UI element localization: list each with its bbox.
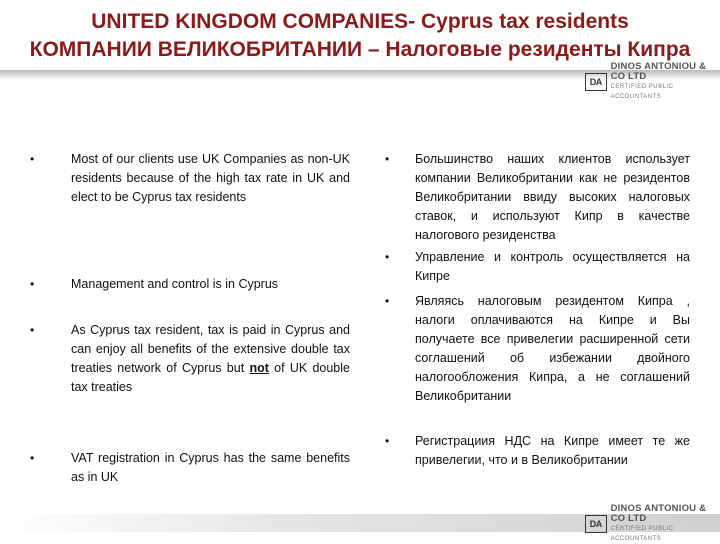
company-logo-bottom [585,503,720,542]
logo-name: DINOS ANTONIOU & CO LTD [610,61,707,82]
bullet-icon: • [30,152,35,166]
logo-subtitle: CERTIFIED PUBLIC ACCOUNTANTS [610,526,674,542]
logo-mark-icon: DA [585,73,607,91]
company-logo-top [585,61,720,100]
item-text: Most of our clients use UK Companies as non-UK residents because of the high tax rate in UK and elect to be Cyprus tax residents [71,152,350,204]
bullet-icon: • [385,250,390,264]
item-text: VAT registration in Cyprus has the same benefits as in UK [71,451,350,484]
item-text: Management and control is in Cyprus [71,277,279,291]
item-text: Управление и контроль осуществляется на Кипре [415,250,690,283]
bullet-icon: • [30,323,35,337]
logo-subtitle: CERTIFIED PUBLIC ACCOUNTANTS [610,84,674,100]
bullet-icon: • [30,277,35,291]
item-text-part: As Cyprus tax resident, tax is paid in Cyprus and can enjoy all benefits of the extensive double tax treaties network of Cyprus but [71,323,350,375]
bullet-icon: • [385,152,390,166]
item-text-part: of UK double tax treaties [71,361,350,394]
item-text: Большинство наших клиентов использует компании Великобритании как не резидентов Великобритании ввиду высоких налоговых ставок, и используют Кипр в качестве налогового резиденства [415,152,690,242]
item-text: Регистрациия НДС на Кипре имеет те же привелегии, что и в Великобритании [415,434,690,467]
title-russian: КОМПАНИИ ВЕЛИКОБРИТАНИИ – Налоговые резиденты Кипра [29,38,691,61]
logo-mark-icon: DA [585,515,607,533]
item-text: Являясь налоговым резидентом Кипра , налоги оплачиваются на Кипре и Вы получаете все привелегии расширенной сети соглашений об избежании двойного налогообложения Кипра, а не соглашений Великобритании [415,294,690,403]
slide-title [0,8,720,64]
bullet-icon: • [385,434,390,448]
item-text [71,321,350,397]
logo-name: DINOS ANTONIOU & CO LTD [610,503,707,524]
bullet-icon: • [385,294,390,308]
title-english: UNITED KINGDOM COMPANIES- Cyprus tax residents [91,10,629,33]
bullet-icon: • [30,451,35,465]
emphasis-text: not [249,361,269,375]
